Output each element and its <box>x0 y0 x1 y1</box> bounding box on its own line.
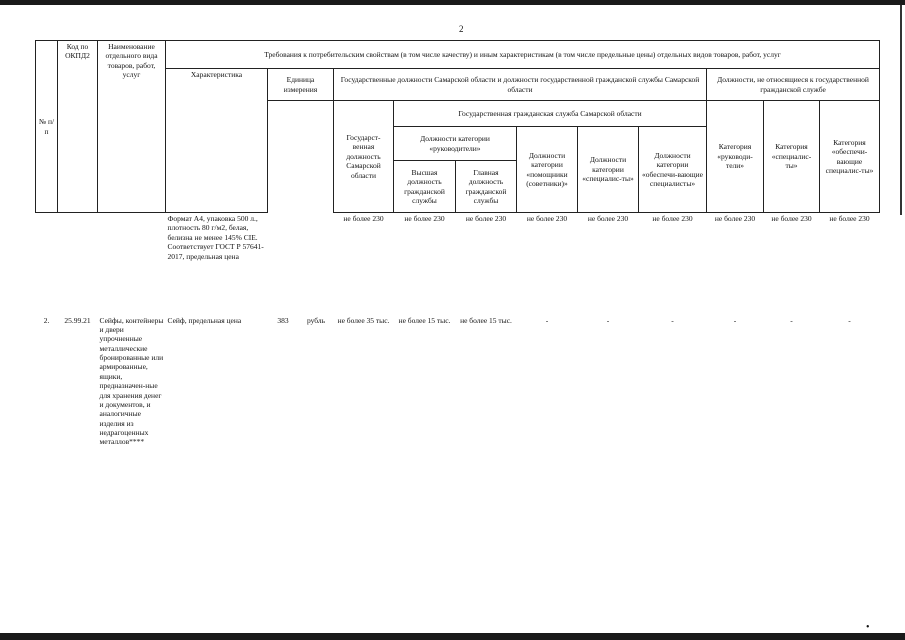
row-unit <box>299 213 334 315</box>
value-cell: - <box>671 315 674 325</box>
value-cell: не более 230 <box>526 214 568 223</box>
row-name <box>98 213 166 315</box>
row-characteristic: Формат А4, упаковка 500 л., плотность 80 г/м2, белая, белизна не менее 145% CIE. Соответствует ГОСТ Р 57641-2017, предельная цена <box>167 214 264 261</box>
table-row <box>36 315 880 505</box>
value-cell: - <box>733 315 737 325</box>
scan-mark: • <box>866 622 870 633</box>
row-okei: 383 <box>277 315 289 325</box>
header-state-positions: Государственные должности Самарской области и должности государственной гражданской службы Самарской области <box>334 69 707 101</box>
row-no <box>36 213 58 315</box>
value-cell: не более 230 <box>404 214 445 223</box>
header-managers: Должности категории «руководители» <box>394 127 517 161</box>
header-requirements: Требования к потребительским свойствам (в том числе качеству) и иным характеристикам (в том числе предельные цены) отдельных видов товаров, работ, услуг <box>166 41 880 69</box>
header-cat-support: Категория «обеспечи-вающие специалис-ты» <box>820 101 880 213</box>
row-no: 2. <box>43 315 50 325</box>
header-chief: Главная должность гражданской службы <box>456 161 517 213</box>
header-no: № п/п <box>36 41 58 213</box>
value-cell: - <box>848 315 851 325</box>
header-cat-managers: Категория «руководи-тели» <box>707 101 764 213</box>
header-okpd: Код по ОКПД2 <box>58 41 98 213</box>
scan-edge <box>900 5 902 215</box>
value-cell: не более 230 <box>652 214 693 223</box>
requirements-table <box>35 40 880 505</box>
value-cell: не более 15 тыс. <box>398 315 451 325</box>
value-cell: не более 230 <box>587 214 629 223</box>
value-cell: не более 230 <box>343 214 384 223</box>
value-cell: не более 35 тыс. <box>337 315 390 325</box>
row-name: Сейфы, контейнеры и двери упрочненные металлические бронированные или армированные, ящики, предназначен-ные для хранения денег и документов, и аналогичные изделия из недрагоценных металлов**** <box>99 315 164 447</box>
value-cell: не более 230 <box>829 214 870 223</box>
value-cell: не более 15 тыс. <box>460 315 512 325</box>
row-code <box>58 213 98 315</box>
header-specialists: Должности категории «специалис-ты» <box>578 127 639 213</box>
unit-spacer <box>268 101 334 213</box>
value-cell: - <box>545 315 549 325</box>
header-characteristic: Характеристика <box>166 69 268 213</box>
table-row <box>36 213 880 315</box>
header-support: Должности категории «обеспечи-вающие специалисты» <box>639 127 707 213</box>
top-border <box>0 0 905 5</box>
header-gov-position: Государст-венная должность Самарской области <box>334 101 394 213</box>
value-cell: не более 230 <box>714 214 756 223</box>
header-highest: Высшая должность гражданской службы <box>394 161 456 213</box>
row-unit: рубль <box>306 315 326 325</box>
value-cell: - <box>790 315 793 325</box>
header-assistants: Должности категории «помощники (советники)» <box>517 127 578 213</box>
value-cell: - <box>606 315 610 325</box>
header-name: Наименование отдельного вида товаров, работ, услуг <box>98 41 166 213</box>
bottom-border <box>0 633 905 640</box>
value-cell: не более 230 <box>465 214 507 223</box>
header-civil-service: Государственная гражданская служба Самарской области <box>394 101 707 127</box>
header-cat-specialists: Категория «специалис-ты» <box>764 101 820 213</box>
value-cell: не более 230 <box>771 214 812 223</box>
header-unit: Единица измерения <box>268 69 334 101</box>
header-non-state: Должности, не относящиеся к государственной гражданской службе <box>707 69 880 101</box>
page-number: 2 <box>459 24 464 34</box>
row-characteristic: Сейф, предельная цена <box>167 315 242 325</box>
row-code: 25.99.21 <box>64 315 91 325</box>
row-okei <box>268 213 299 315</box>
